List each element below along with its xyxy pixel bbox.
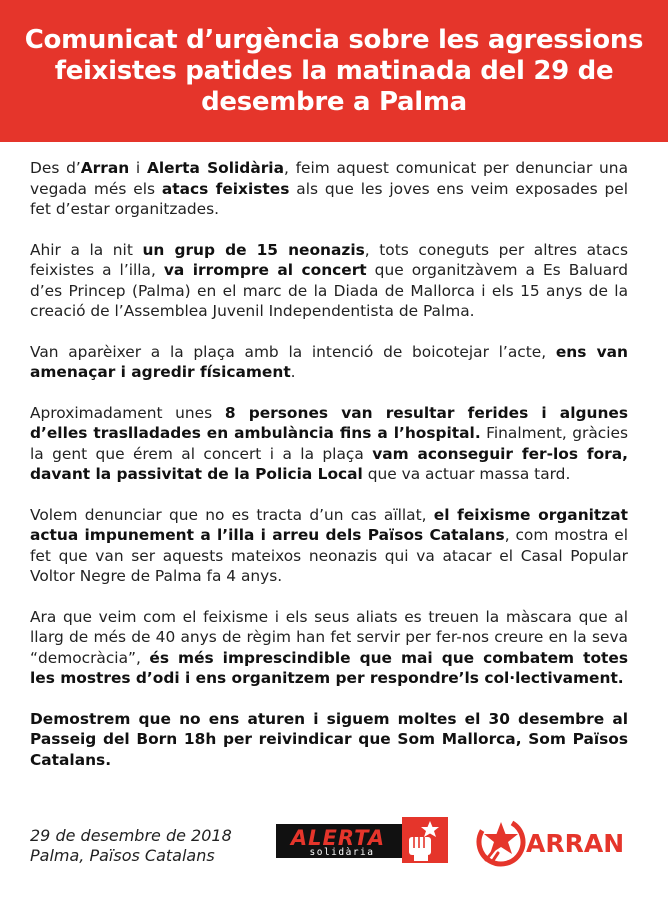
paragraph-text: Ara que veim com el feixisme i els seus aliats es treuen la màscara que al llarg de més de 40 anys de règim han fet servir per fer-nos creure en la seva “democràcia”, [30,607,628,667]
paragraph-list [30,158,628,689]
paragraph-text: Van aparèixer a la plaça amb la intenció de boicotejar l’acte, [30,342,556,361]
emphasized-text: Alerta Solidària [146,159,284,177]
paragraph-text: Ahir a la nit [30,240,143,259]
call-to-action-paragraph: Demostrem que no ens aturen i siguem moltes el 30 desembre al Passeig del Born 18h per reivindicar que Som Mallorca, Som Països Catalans. [30,709,628,769]
emphasized-text: un grup de 15 neonazis [142,240,365,259]
signature-date: 29 de desembre de 2018 [30,826,232,845]
emphasized-text: el feixisme organitzat actua impunement a l’illa i arreu dels Països Catalans [30,505,628,544]
paragraph-text: Volem denunciar que no es tracta d’un cas aïllat, [30,505,434,524]
alerta-logo-subword: solidària [309,847,375,858]
signature-block [30,826,232,866]
emphasized-text: va irrompre al concert [163,261,367,279]
paragraph-text: Des d’ [30,159,81,177]
signature-place: Palma, Països Catalans [30,846,215,865]
statement-paragraph [30,342,628,383]
statement-paragraph [30,158,628,220]
paragraph-text: als que les joves ens veim exposades pel fet d’estar organitzades. [30,179,628,218]
emphasized-text: és més imprescindible que mai que combatem totes les mostres d’odi i ens organitzem per respondre’ls col·lectivament. [30,648,628,687]
paragraph-text: i [129,159,147,177]
paragraph-text: que va actuar massa tard. [362,465,571,483]
paragraph-text: Aproximadament unes [30,403,225,422]
paragraph-text: Finalment, gràcies la gent que érem al concert i a la plaça [30,424,629,463]
emphasized-text: atacs feixistes [161,179,290,198]
emphasized-text: Arran [80,159,130,177]
emphasized-text: ens van amenaçar i agredir físicament [30,342,628,381]
statement-paragraph [30,607,628,689]
arran-logo-wordmark: ARRAN [526,829,625,858]
paragraph-text: . [290,363,296,381]
statement-paragraph [30,403,628,485]
star-swirl-icon [474,812,531,868]
page-title: Comunicat d’urgència sobre les agressions feixistes patides la matinada del 29 de desembre a Palma [24,24,644,117]
statement-body [30,158,628,790]
paragraph-text: , feim aquest comunicat per denunciar una vegada més els [30,159,628,198]
statement-paragraph [30,240,628,322]
statement-paragraph [30,505,628,587]
header-banner [0,0,668,142]
fist-star-icon [402,817,448,863]
alerta-solidaria-logo [276,815,452,867]
arran-logo [474,812,634,868]
paragraph-text: , com mostra el fet que van ser aquests mateixos neonazis qui va atacar el Casal Popular Voltor Negre de Palma fa 4 anys. [30,526,628,585]
paragraph-text: , tots coneguts per altres atacs feixistes a l’illa, [30,240,628,279]
alerta-logo-wordmark: ALERTA [290,826,386,850]
paragraph-text: que organitzàvem a Es Baluard d’es Princep (Palma) en el marc de la Diada de Mallorca i els 15 anys de la creació de l’Assemblea Juvenil Independentista de Palma. [30,261,628,320]
emphasized-text: 8 persones van resultar ferides i algunes d’elles traslladades en ambulància fins a l’hospital. [30,403,628,442]
emphasized-text: vam aconseguir fer-los fora, davant la passivitat de la Policia Local [30,444,628,483]
